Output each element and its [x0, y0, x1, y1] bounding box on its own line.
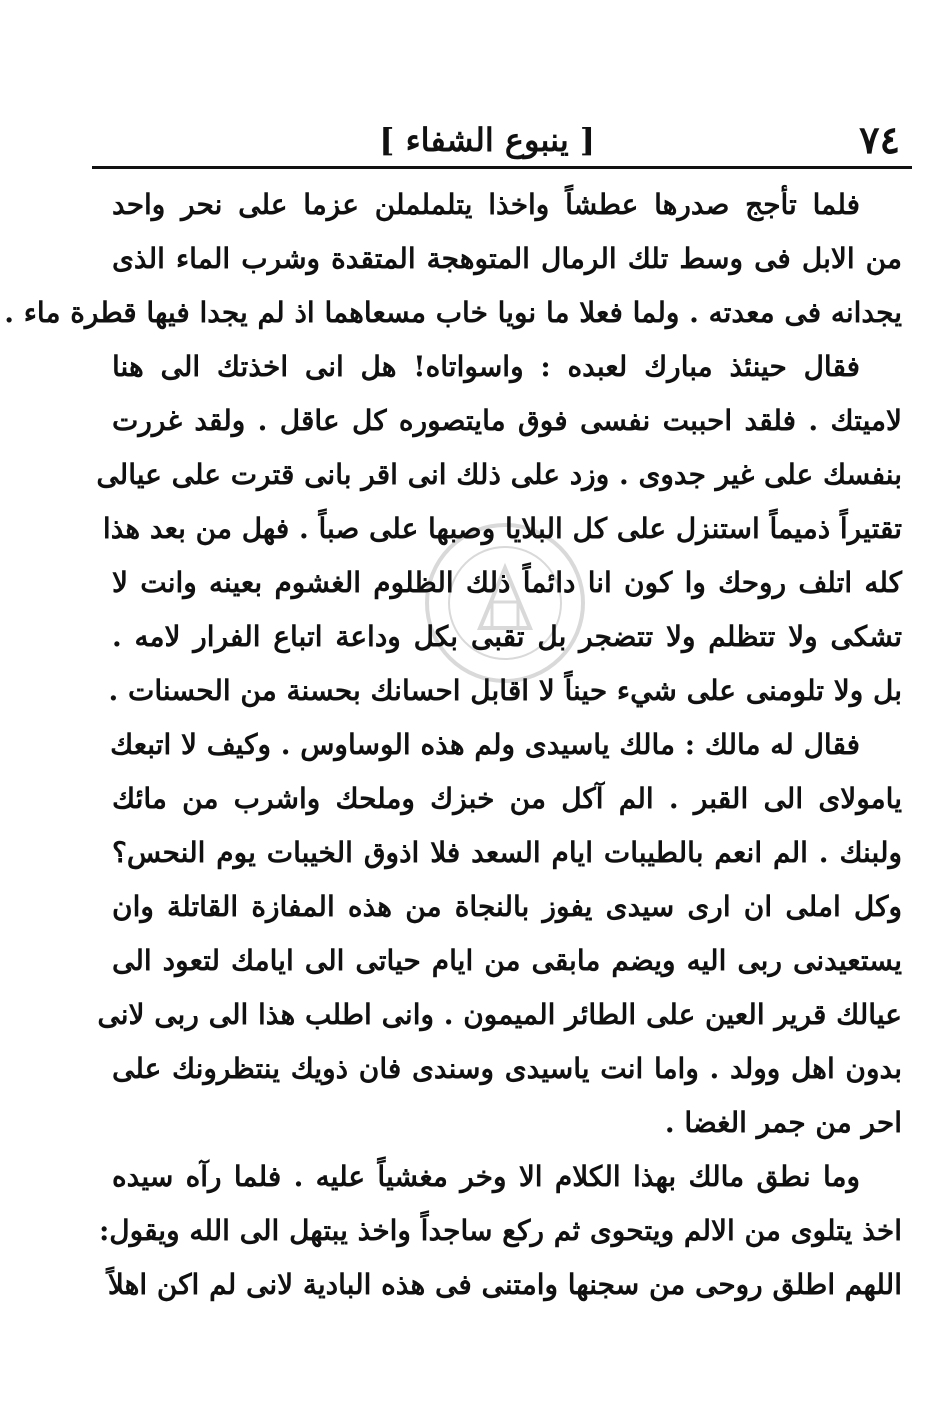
- paragraph-4: [98, 1150, 902, 1312]
- page-header: [90, 112, 900, 168]
- header-rule: [92, 166, 912, 169]
- paragraph-2: [96, 340, 902, 718]
- page-number: ٧٤: [859, 117, 900, 162]
- text-line: تشكى ولا تتظلم ولا تتضجر بل تقبى بكل وداعة اتباع الفرار لامه .: [112, 620, 902, 653]
- text-line: ولبنك . الم انعم بالطيبات ايام السعد فلا اذوق الخيبات يوم النحس؟: [112, 836, 902, 869]
- text-line: بنفسك على غير جدوى . وزد على ذلك انى اقر بانى قترت على عيالى: [96, 458, 902, 491]
- text-line: احر من جمر الغضا .: [664, 1106, 902, 1139]
- text-line: بدون اهل وولد . واما انت ياسيدى وسندى فان ذويك ينتظرونك على: [112, 1052, 902, 1085]
- text-line: يجدانه فى معدته . ولما فعلا ما نويا خاب مسعاهما اذ لم يجدا فيها قطرة ماء .: [4, 296, 902, 329]
- text-line: بل ولا تلومنى على شيء حيناً لا اقابل احسانك بحسنة من الحسنات .: [108, 674, 902, 707]
- paragraph-3: [97, 718, 902, 1150]
- text-line: تقتيراً ذميماً استنزل على كل البلايا وصبها على صباً . فهل من بعد هذا: [102, 512, 902, 545]
- text-line: فقال له مالك : مالك ياسيدى ولم هذه الوساوس . وكيف لا اتبعك: [110, 728, 860, 761]
- text-line: اخذ يتلوى من الالم ويتحوى ثم ركع ساجداً واخذ يبتهل الى الله ويقول:: [98, 1214, 902, 1247]
- text-line: يستعيدنى ربى اليه ويضم مابقى من ايام حياتى الى ايامك لتعود الى: [112, 944, 902, 977]
- paragraph-1: [4, 178, 902, 340]
- body-text: [4, 178, 902, 1312]
- text-line: اللهم اطلق روحى من سجنها وامتنى فى هذه البادية لانى لم اكن اهلاً: [107, 1268, 902, 1301]
- text-line: فقال حينئذ مبارك لعبده : واسواتاه! هل انى اخذتك الى هنا: [112, 350, 860, 383]
- text-line: فلما تأجج صدرها عطشاً واخذا يتلململن عزما على نحر واحد: [112, 188, 860, 221]
- text-line: من الابل فى وسط تلك الرمال المتوهجة المتقدة وشرب الماء الذى: [112, 242, 902, 275]
- text-line: يامولاى الى القبر . الم آكل من خبزك وملحك واشرب من مائك: [112, 782, 902, 815]
- text-line: كله اتلف روحك وا كون انا دائماً ذلك الظلوم الغشوم بعينه وانت لا: [112, 566, 902, 599]
- running-title: [ ينبوع الشفاء ]: [379, 121, 595, 159]
- text-line: وما نطق مالك بهذا الكلام الا وخر مغشياً عليه . فلما رآه سيده: [112, 1160, 860, 1193]
- text-line: وكل املى ان ارى سيدى يفوز بالنجاة من هذه المفازة القاتلة وان: [112, 890, 902, 923]
- text-line: عيالك قرير العين على الطائر الميمون . وانى اطلب هذا الى ربى لانى: [97, 998, 902, 1031]
- text-line: لاميتك . فلقد احببت نفسى فوق مايتصوره كل عاقل . ولقد غررت: [112, 404, 902, 437]
